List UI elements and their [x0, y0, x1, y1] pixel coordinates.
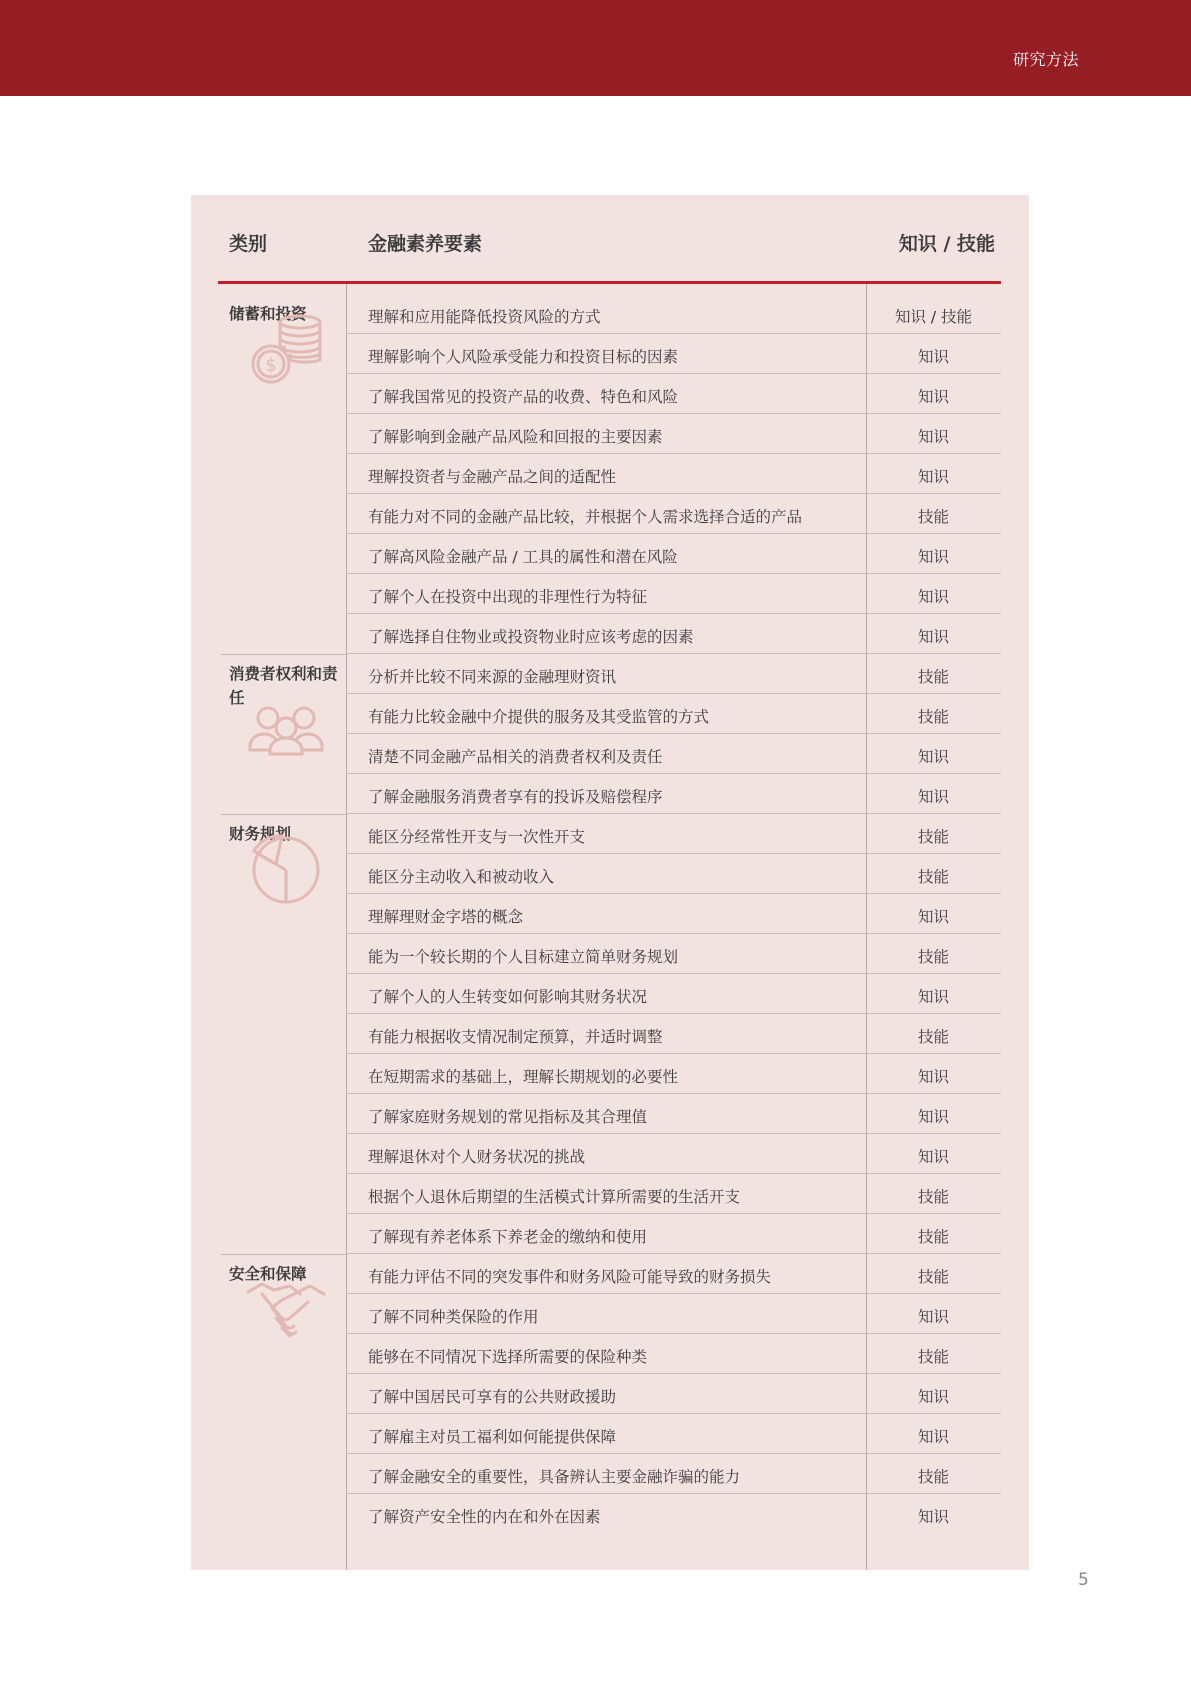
- type-cell: 知识: [917, 748, 949, 766]
- table-row: [346, 1174, 1001, 1214]
- table-row: [346, 1014, 1001, 1054]
- table-row: [346, 494, 1001, 534]
- type-cell: 知识: [917, 788, 949, 806]
- table-row: [346, 894, 1001, 934]
- element-cell: 有能力比较金融中介提供的服务及其受监管的方式: [368, 708, 710, 726]
- element-cell: 理解理财金字塔的概念: [368, 908, 524, 926]
- column-header-type: 知识 / 技能: [898, 233, 995, 255]
- type-cell: 知识: [917, 1148, 949, 1166]
- category-separator: [221, 654, 346, 655]
- element-cell: 了解中国居民可享有的公共财政援助: [368, 1388, 617, 1406]
- element-cell: 了解不同种类保险的作用: [368, 1308, 539, 1326]
- svg-text:$: $: [265, 355, 277, 376]
- type-cell: 知识: [917, 1428, 949, 1446]
- table-row: [346, 774, 1001, 814]
- element-cell: 有能力根据收支情况制定预算，并适时调整: [368, 1028, 663, 1046]
- type-cell: 技能: [917, 1228, 949, 1246]
- element-cell: 了解资产安全性的内在和外在因素: [368, 1508, 601, 1526]
- element-cell: 了解高风险金融产品 / 工具的属性和潜在风险: [368, 548, 678, 566]
- element-cell: 能为一个较长期的个人目标建立简单财务规划: [368, 948, 679, 966]
- type-cell: 技能: [917, 668, 949, 686]
- type-cell: 知识: [917, 468, 949, 486]
- table-row: [346, 814, 1001, 854]
- type-cell: 知识: [917, 1388, 949, 1406]
- category-separator: [221, 814, 346, 815]
- type-cell: 知识: [917, 1508, 949, 1526]
- pie-chart-icon: [246, 832, 326, 904]
- element-cell: 了解现有养老体系下养老金的缴纳和使用: [368, 1228, 648, 1246]
- element-cell: 有能力对不同的金融产品比较，并根据个人需求选择合适的产品: [368, 508, 803, 526]
- table-row: [346, 1054, 1001, 1094]
- element-cell: 了解影响到金融产品风险和回报的主要因素: [368, 428, 663, 446]
- header-rule: [218, 281, 1001, 284]
- type-cell: 知识: [917, 348, 949, 366]
- table-row: [346, 974, 1001, 1014]
- category-label: 财务规划: [229, 825, 292, 843]
- type-cell: 知识: [917, 1308, 949, 1326]
- type-cell: 技能: [917, 508, 949, 526]
- column-header-element: 金融素养要素: [368, 233, 483, 255]
- table-row: [346, 1254, 1001, 1294]
- table-row: [346, 614, 1001, 654]
- type-cell: 知识: [917, 428, 949, 446]
- element-cell: 理解退休对个人财务状况的挑战: [368, 1148, 586, 1166]
- table-row: [346, 1294, 1001, 1334]
- type-cell: 知识: [917, 988, 949, 1006]
- table-row: [346, 454, 1001, 494]
- column-header-category: 类别: [229, 233, 268, 255]
- element-cell: 分析并比较不同来源的金融理财资讯: [368, 668, 617, 686]
- type-cell: 技能: [917, 868, 949, 886]
- handshake-icon: [246, 1272, 326, 1344]
- type-cell: 知识: [917, 588, 949, 606]
- type-cell: 知识: [917, 908, 949, 926]
- element-cell: 能区分主动收入和被动收入: [368, 868, 555, 886]
- type-cell: 技能: [917, 1188, 949, 1206]
- element-cell: 理解影响个人风险承受能力和投资目标的因素: [368, 348, 679, 366]
- element-cell: 在短期需求的基础上，理解长期规划的必要性: [368, 1068, 679, 1086]
- element-cell: 能区分经常性开支与一次性开支: [368, 828, 586, 846]
- type-cell: 知识: [917, 388, 949, 406]
- type-cell: 知识 / 技能: [894, 308, 973, 326]
- category-label: 消费者权利和责任: [229, 665, 338, 707]
- type-cell: 技能: [917, 948, 949, 966]
- category-label: 储蓄和投资: [229, 305, 307, 323]
- table-row: [346, 414, 1001, 454]
- table-row: [346, 294, 1001, 334]
- element-cell: 清楚不同金融产品相关的消费者权利及责任: [368, 748, 663, 766]
- table-row: [346, 1334, 1001, 1374]
- type-cell: 技能: [917, 1268, 949, 1286]
- table-row: [346, 1094, 1001, 1134]
- category-label: 安全和保障: [229, 1265, 307, 1283]
- table-row: [346, 1374, 1001, 1414]
- table-row: [346, 334, 1001, 374]
- table-row: [346, 1494, 1001, 1534]
- people-group-icon: [246, 692, 326, 764]
- table-row: [346, 934, 1001, 974]
- table-row: [346, 1454, 1001, 1494]
- table-row: [346, 654, 1001, 694]
- type-cell: 技能: [917, 708, 949, 726]
- header-band: [0, 0, 1191, 96]
- element-cell: 了解个人的人生转变如何影响其财务状况: [368, 988, 648, 1006]
- table-row: [346, 854, 1001, 894]
- table-row: [346, 1134, 1001, 1174]
- table-row: [346, 374, 1001, 414]
- table-row: [346, 534, 1001, 574]
- element-cell: 了解个人在投资中出现的非理性行为特征: [368, 588, 648, 606]
- category-separator: [221, 1254, 346, 1255]
- type-cell: 技能: [917, 1028, 949, 1046]
- table-row: [346, 734, 1001, 774]
- section-label: 研究方法: [1012, 50, 1079, 69]
- element-cell: 能够在不同情况下选择所需要的保险种类: [368, 1348, 648, 1366]
- element-cell: 理解投资者与金融产品之间的适配性: [368, 468, 617, 486]
- element-cell: 了解雇主对员工福利如何能提供保障: [368, 1428, 617, 1446]
- type-cell: 知识: [917, 1108, 949, 1126]
- element-cell: 了解金融安全的重要性，具备辨认主要金融诈骗的能力: [368, 1468, 741, 1486]
- type-cell: 技能: [917, 1348, 949, 1366]
- type-cell: 技能: [917, 1468, 949, 1486]
- coins-dollar-icon: [246, 312, 326, 384]
- element-cell: 了解选择自住物业或投资物业时应该考虑的因素: [368, 628, 694, 646]
- element-cell: 有能力评估不同的突发事件和财务风险可能导致的财务损失: [368, 1268, 772, 1286]
- table-row: [346, 694, 1001, 734]
- type-cell: 知识: [917, 548, 949, 566]
- table-row: [346, 1414, 1001, 1454]
- type-cell: 知识: [917, 628, 949, 646]
- element-cell: 根据个人退休后期望的生活模式计算所需要的生活开支: [368, 1188, 741, 1206]
- element-cell: 了解我国常见的投资产品的收费、特色和风险: [368, 388, 679, 406]
- type-cell: 技能: [917, 828, 949, 846]
- type-cell: 知识: [917, 1068, 949, 1086]
- page-number: 5: [1078, 1570, 1089, 1590]
- element-cell: 理解和应用能降低投资风险的方式: [368, 308, 601, 326]
- element-cell: 了解金融服务消费者享有的投诉及赔偿程序: [368, 788, 663, 806]
- table-row: [346, 574, 1001, 614]
- element-cell: 了解家庭财务规划的常见指标及其合理值: [368, 1108, 648, 1126]
- table-row: [346, 1214, 1001, 1254]
